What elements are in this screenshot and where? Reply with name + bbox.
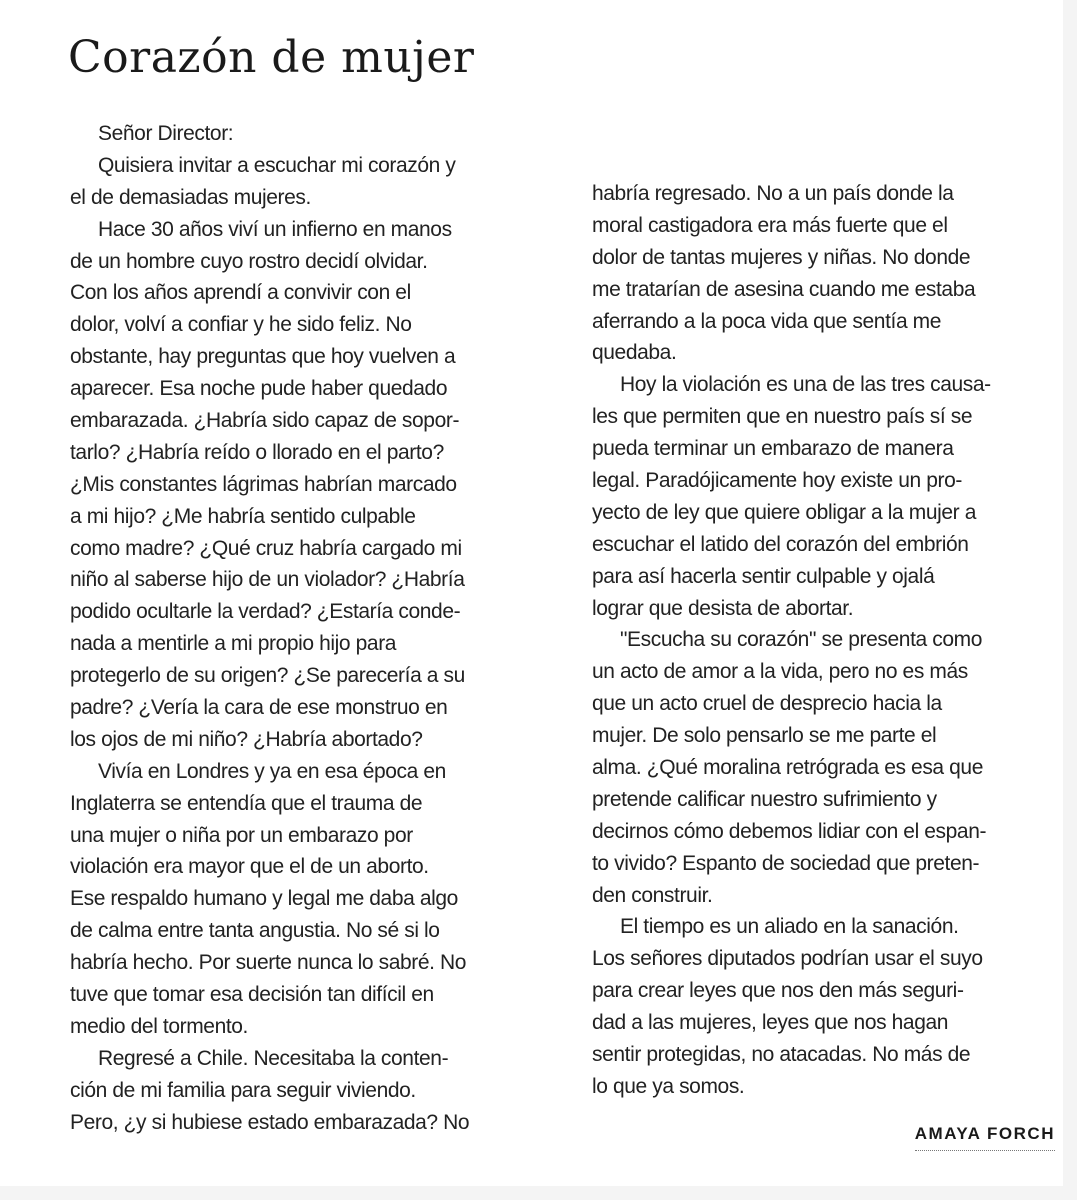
text-line: yecto de ley que quiere obligar a la mujer a — [592, 500, 976, 524]
text-line: lograr que desista de abortar. — [592, 596, 854, 620]
text-line: to vivido? Espanto de sociedad que preten- — [592, 851, 980, 875]
text-line: los ojos de mi niño? ¿Habría abortado? — [70, 727, 423, 751]
text-line: Inglaterra se entendía que el trauma de — [70, 791, 423, 815]
page-edge-bottom — [0, 1186, 1077, 1200]
author-signature: AMAYA FORCH — [914, 1124, 1055, 1143]
text-line: a mi hijo? ¿Me habría sentido culpable — [70, 504, 416, 528]
text-line: para crear leyes que nos den más seguri- — [592, 979, 964, 1003]
text-line: les que permiten que en nuestro país sí se — [592, 405, 973, 429]
text-line: pueda terminar un embarazo de manera — [592, 437, 954, 461]
text-line: dad a las mujeres, leyes que nos hagan — [592, 1011, 949, 1035]
text-line: Regresé a Chile. Necesitaba la conten- — [98, 1046, 449, 1070]
text-line: tarlo? ¿Habría reído o llorado en el parto? — [70, 440, 444, 464]
text-line: aparecer. Esa noche pude haber quedado — [70, 377, 448, 401]
text-line: Hoy la violación es una de las tres causa- — [620, 373, 991, 397]
text-line: me tratarían de asesina cuando me estaba — [592, 277, 976, 301]
text-line: escuchar el latido del corazón del embrión — [592, 532, 969, 556]
article-title: Corazón de mujer — [68, 32, 475, 83]
text-line: que un acto cruel de desprecio hacia la — [592, 692, 942, 716]
text-line: Vivía en Londres y ya en esa época en — [98, 759, 446, 783]
text-line: legal. Paradójicamente hoy existe un pro- — [592, 469, 962, 493]
text-line: quedaba. — [592, 341, 677, 365]
text-line: padre? ¿Vería la cara de ese monstruo en — [70, 696, 448, 720]
text-line: nada a mentirle a mi propio hijo para — [70, 632, 397, 656]
text-line: aferrando a la poca vida que sentía me — [592, 309, 942, 333]
right-column — [592, 178, 1062, 1103]
text-line: El tiempo es un aliado en la sanación. — [620, 915, 959, 939]
text-line: ción de mi familia para seguir viviendo. — [70, 1078, 416, 1102]
text-line: tuve que tomar esa decisión tan difícil en — [70, 983, 434, 1007]
text-line: Señor Director: — [98, 122, 234, 145]
text-line: de un hombre cuyo rostro decidí olvidar. — [70, 249, 428, 273]
text-line: un acto de amor a la vida, pero no es más — [592, 660, 968, 684]
text-line: protegerlo de su origen? ¿Se parecería a su — [70, 664, 465, 688]
text-line: habría regresado. No a un país donde la — [592, 182, 954, 205]
left-column — [70, 118, 540, 1139]
text-line: mujer. De solo pensarlo se me parte el — [592, 724, 937, 748]
text-line: Los señores diputados podrían usar el suyo — [592, 947, 983, 971]
text-line: dolor, volví a confiar y he sido feliz. No — [70, 313, 412, 337]
text-line: niño al saberse hijo de un violador? ¿Habría — [70, 568, 465, 592]
text-line: habría hecho. Por suerte nunca lo sabré. No — [70, 951, 467, 975]
text-line: sentir protegidas, no atacadas. No más de — [592, 1043, 971, 1067]
text-line: obstante, hay preguntas que hoy vuelven a — [70, 345, 456, 369]
text-line: Pero, ¿y si hubiese estado embarazada? No — [70, 1110, 470, 1134]
text-line: medio del tormento. — [70, 1014, 248, 1038]
text-line: Con los años aprendí a convivir con el — [70, 281, 411, 305]
text-line: pretende calificar nuestro sufrimiento y — [592, 787, 937, 811]
text-line: podido ocultarle la verdad? ¿Estaría conde- — [70, 600, 461, 624]
text-line: "Escucha su corazón" se presenta como — [620, 628, 982, 652]
text-line: violación era mayor que el de un aborto. — [70, 855, 429, 879]
text-line: de calma entre tanta angustia. No sé si lo — [70, 919, 440, 943]
text-line: una mujer o niña por un embarazo por — [70, 823, 413, 847]
text-line: moral castigadora era más fuerte que el — [592, 213, 948, 237]
signature-divider — [915, 1150, 1055, 1151]
text-line: den construir. — [592, 883, 713, 907]
text-line: embarazada. ¿Habría sido capaz de sopor- — [70, 409, 460, 433]
text-line: como madre? ¿Qué cruz habría cargado mi — [70, 536, 462, 560]
text-line: dolor de tantas mujeres y niñas. No donde — [592, 245, 971, 269]
text-line: decirnos cómo debemos lidiar con el espan- — [592, 819, 987, 843]
text-line: Hace 30 años viví un infierno en manos — [98, 217, 452, 241]
text-line: el de demasiadas mujeres. — [70, 185, 311, 209]
text-line: para así hacerla sentir culpable y ojalá — [592, 564, 935, 588]
text-line: Ese respaldo humano y legal me daba algo — [70, 887, 458, 911]
text-line: Quisiera invitar a escuchar mi corazón y — [98, 153, 456, 177]
text-line: lo que ya somos. — [592, 1074, 745, 1098]
page-edge-right — [1063, 0, 1077, 1200]
text-line: alma. ¿Qué moralina retrógrada es esa que — [592, 756, 983, 780]
text-line: ¿Mis constantes lágrimas habrían marcado — [70, 472, 457, 496]
